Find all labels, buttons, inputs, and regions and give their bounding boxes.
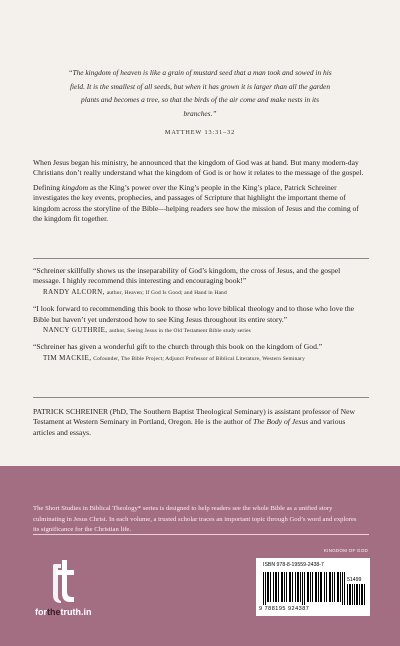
endorser-affiliation: author, Seeing Jesus in the Old Testament Bible study series (109, 328, 251, 335)
publisher-logo-icon (50, 558, 78, 604)
divider-bottom (33, 397, 369, 398)
endorsement (33, 266, 369, 298)
panel-divider (33, 534, 369, 535)
description-paragraph-1: When Jesus began his ministry, he announced that the kingdom of God was at hand. But many modern-day Christians don’t really understand what the kingdom of God is or how it relates to the message of the gospel. (33, 158, 364, 178)
endorsement-attribution (43, 353, 369, 364)
barcode-number: 9 788195 924387 (259, 606, 310, 612)
endorsement-attribution (43, 287, 369, 298)
endorsement (33, 342, 369, 364)
endorsement-attribution (43, 325, 369, 336)
description-paragraph-2: Defining kingdom as the King’s power over the King’s people in the King’s place, Patrick Schreiner investigates the key events, prophecies, and passages of Scripture that highlight the important theme of kingdom across the storyline of the Bible—helping readers see how the mission of Jesus and the coming of the kingdom fit together. (33, 182, 359, 224)
isbn-label: ISBN 978-8-19559-2438-7 (263, 562, 324, 568)
endorser-name: TIM MACKIE, (43, 353, 92, 362)
publisher-logo (35, 558, 95, 622)
endorser-name: RANDY ALCORN, (43, 287, 105, 296)
price-barcode-bars (347, 584, 366, 605)
endorsement (33, 304, 369, 336)
endorser-affiliation: Cofounder, The Bible Project; Adjunct Professor of Biblical Literature, Western Seminary (93, 355, 305, 362)
isbn-barcode (256, 558, 370, 616)
barcode-bars (263, 572, 345, 605)
book-description (33, 158, 369, 224)
endorsement-text: “Schreiner has given a wonderful gift to the church through this book on the kingdom of God.” (33, 342, 323, 352)
series-description: The Short Studies in Biblical Theology* series is designed to help readers see the whole Bible as a unified story culminating in Jesus Christ. In each volume, a trusted scholar traces an important topic through God’s word and explores its significance for the Christian life. (33, 505, 357, 534)
endorser-name: NANCY GUTHRIE, (43, 326, 108, 335)
endorsement-text: “Schreiner skillfully shows us the inseparability of God’s kingdom, the cross of Jesus, and the gospel message. I highly recommend this interesting and encouraging book!” (33, 266, 341, 286)
publisher-name: forthetruth.in (35, 607, 92, 617)
endorsement-text: “I look forward to recommending this book to those who love biblical theology and to those who love the Bible but haven’t yet understood how to see King Jesus throughout its entire story.” (33, 304, 354, 324)
epigraph-reference: MATTHEW 13:31–32 (164, 129, 236, 136)
price-code: 51499 (347, 577, 362, 583)
endorsements (33, 266, 369, 370)
book-title: The Body of Jesus (253, 417, 309, 427)
endorser-affiliation: author, Heaven; If God Is Good; and Hand in Hand (106, 289, 227, 296)
author-bio: PATRICK SCHREINER (PhD, The Southern Baptist Theological Seminary) is assistant professor of New Testament at Western Seminary in Portland, Oregon. He is the author of The Body of Jesus and various articles and essays. (33, 407, 355, 437)
category-label: KINGDOM OF GOD (323, 548, 368, 553)
divider-top (33, 258, 369, 259)
epigraph: “The kingdom of heaven is like a grain of mustard seed that a man took and sowed in his field. It is the smallest of all seeds, but when it has grown it is larger than all the garden plants and becomes a tree, so that the birds of the air come and make nests in its branches.” (68, 68, 332, 118)
emphasis: kingdom (61, 182, 89, 192)
